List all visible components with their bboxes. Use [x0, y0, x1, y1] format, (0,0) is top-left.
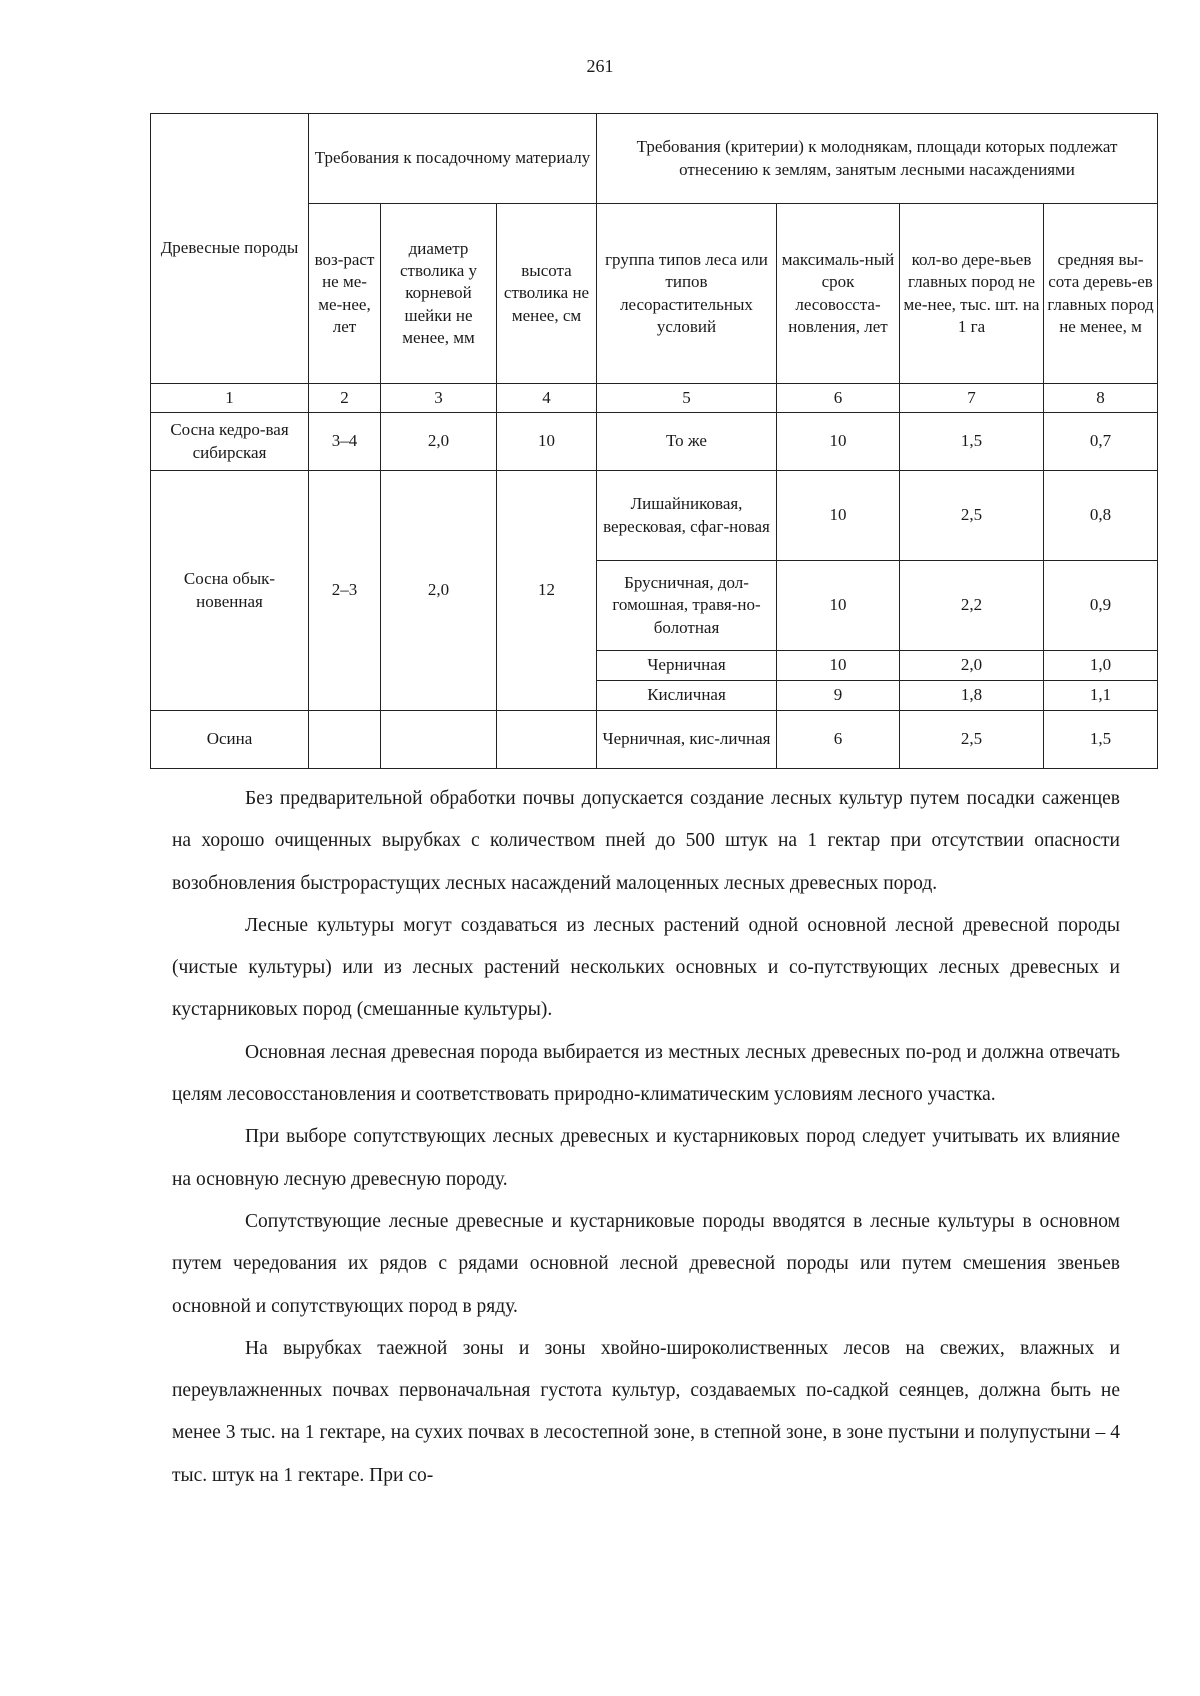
header-species: Древесные породы	[151, 114, 309, 384]
count-cell: 2,2	[900, 561, 1044, 651]
count-cell: 2,0	[900, 651, 1044, 681]
forest-type-cell: Лишайниковая, вересковая, сфаг-новая	[597, 471, 777, 561]
forest-type-cell: Черничная	[597, 651, 777, 681]
paragraph: Сопутствующие лесные древесные и кустарниковые породы вводятся в лесные культуры в основном путем чередования их рядов с рядами основной лесной древесной породы или путем смешения звеньев основной и сопутствующих пород в ряду.	[172, 1210, 1120, 1317]
paragraph: Без предварительной обработки почвы допускается создание лесных культур путем посадки саженцев на хорошо очищенных вырубках с количеством пней до 500 штук на 1 гектар при отсутствии опасности возобновления быстрорастущих лесных насаждений малоценных лесных древесных пород.	[172, 788, 1120, 894]
height-cell	[497, 711, 597, 769]
height-cell: 10	[497, 413, 597, 471]
column-number: 8	[1044, 384, 1158, 413]
paragraph: Основная лесная древесная порода выбирается из местных лесных древесных по-род и должна отвечать целям лесовосстановления и соответствовать природно-климатическим условиям лесного участка.	[172, 1041, 1120, 1106]
header-forest-type: группа типов леса или типов лесорастительных условий	[597, 204, 777, 384]
avg-height-cell: 1,1	[1044, 681, 1158, 711]
species-cell: Сосна кедро-вая сибирская	[151, 413, 309, 471]
column-number: 7	[900, 384, 1044, 413]
column-number: 3	[381, 384, 497, 413]
term-cell: 9	[777, 681, 900, 711]
header-height: высота стволика не менее, см	[497, 204, 597, 384]
age-cell: 2–3	[309, 471, 381, 711]
term-cell: 10	[777, 561, 900, 651]
header-young-stand-criteria: Требования (критерии) к молоднякам, площади которых подлежат отнесению к землям, занятым лесными насаждениями	[597, 114, 1158, 204]
requirements-table	[150, 113, 1158, 769]
count-cell: 1,5	[900, 413, 1044, 471]
forest-type-cell: То же	[597, 413, 777, 471]
header-planting-material: Требования к посадочному материалу	[309, 114, 597, 204]
avg-height-cell: 0,9	[1044, 561, 1158, 651]
column-number: 6	[777, 384, 900, 413]
column-number: 2	[309, 384, 381, 413]
header-max-term: максималь-ный срок лесовосста-новления, лет	[777, 204, 900, 384]
page-number: 261	[586, 56, 614, 76]
paragraph: На вырубках таежной зоны и зоны хвойно-широколиственных лесов на свежих, влажных и переувлажненных почвах первоначальная густота культур, создаваемых по-садкой сеянцев, должна быть не менее 3 тыс. на 1 гектаре, на сухих почвах в лесостепной зоне, в степной зоне, в зоне пустыни и полупустыни – 4 тыс. штук на 1 гектаре. При со-	[172, 1337, 1120, 1486]
column-number: 5	[597, 384, 777, 413]
header-age: воз-раст не ме-ме-нее, лет	[309, 204, 381, 384]
age-cell	[309, 711, 381, 769]
term-cell: 10	[777, 471, 900, 561]
height-cell: 12	[497, 471, 597, 711]
header-average-height: средняя вы-сота деревь-ев главных пород не менее, м	[1044, 204, 1158, 384]
header-diameter: диаметр стволика у корневой шейки не менее, мм	[381, 204, 497, 384]
forest-type-cell: Брусничная, дол-гомошная, травя-но-болотная	[597, 561, 777, 651]
column-number: 1	[151, 384, 309, 413]
header-tree-count: кол-во дере-вьев главных пород не ме-нее, тыс. шт. на 1 га	[900, 204, 1044, 384]
paragraph: При выборе сопутствующих лесных древесных и кустарниковых пород следует учитывать их влияние на основную лесную древесную породу.	[172, 1126, 1120, 1190]
avg-height-cell: 0,8	[1044, 471, 1158, 561]
diameter-cell	[381, 711, 497, 769]
term-cell: 10	[777, 651, 900, 681]
table-row	[151, 471, 1158, 561]
table-row	[151, 711, 1158, 769]
avg-height-cell: 1,5	[1044, 711, 1158, 769]
forest-type-cell: Кисличная	[597, 681, 777, 711]
table-row	[151, 413, 1158, 471]
paragraph: Лесные культуры могут создаваться из лесных растений одной основной лесной древесной породы (чистые культуры) или из лесных растений нескольких основных и со-путствующих лесных древесных и кустарниковых пород (смешанные культуры).	[172, 914, 1120, 1021]
count-cell: 1,8	[900, 681, 1044, 711]
diameter-cell: 2,0	[381, 471, 497, 711]
species-cell: Осина	[151, 711, 309, 769]
avg-height-cell: 1,0	[1044, 651, 1158, 681]
age-cell: 3–4	[309, 413, 381, 471]
forest-type-cell: Черничная, кис-личная	[597, 711, 777, 769]
body-text	[172, 778, 1120, 1497]
avg-height-cell: 0,7	[1044, 413, 1158, 471]
count-cell: 2,5	[900, 471, 1044, 561]
species-cell: Сосна обык-новенная	[151, 471, 309, 711]
term-cell: 6	[777, 711, 900, 769]
column-number: 4	[497, 384, 597, 413]
count-cell: 2,5	[900, 711, 1044, 769]
diameter-cell: 2,0	[381, 413, 497, 471]
term-cell: 10	[777, 413, 900, 471]
